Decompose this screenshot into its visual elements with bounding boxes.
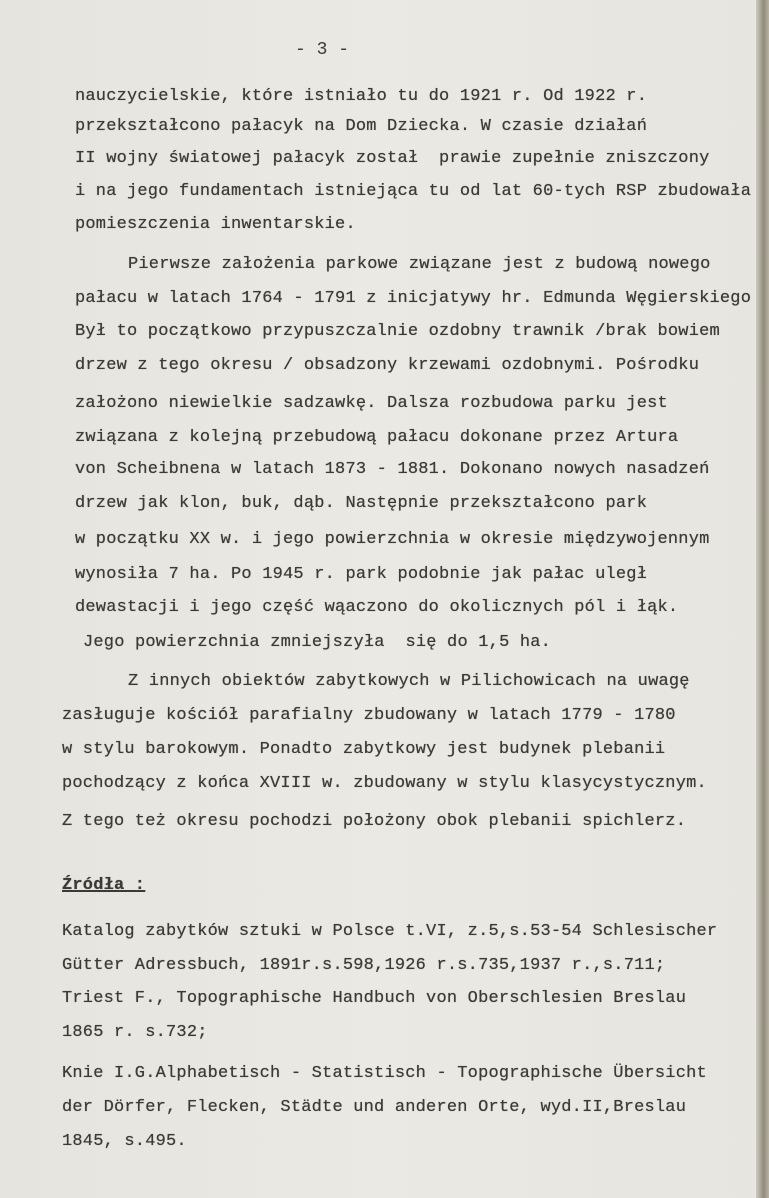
sources-heading: Źródła :	[62, 876, 146, 895]
paragraph-1-line: nauczycielskie, które istniało tu do 1921 r. Od 1922 r.	[75, 87, 648, 106]
page-number: - 3 -	[295, 40, 350, 60]
paragraph-2-line: Był to początkowo przypuszczalnie ozdobny trawnik /brak bowiem	[75, 322, 720, 341]
source-line: 1845, s.495.	[62, 1132, 187, 1151]
page-binding-edge	[756, 0, 769, 1198]
paragraph-2-line: w początku XX w. i jego powierzchnia w okresie międzywojennym	[75, 530, 710, 549]
source-line: Triest F., Topographische Handbuch von Oberschlesien Breslau	[62, 989, 687, 1008]
paragraph-2-line: wynosiła 7 ha. Po 1945 r. park podobnie jak pałac uległ	[75, 565, 648, 584]
paragraph-2-line: von Scheibnena w latach 1873 - 1881. Dokonano nowych nasadzeń	[75, 460, 710, 479]
paragraph-2-line: założono niewielkie sadzawkę. Dalsza rozbudowa parku jest	[75, 394, 668, 413]
source-line: der Dörfer, Flecken, Städte und anderen Orte, wyd.II,Breslau	[62, 1098, 687, 1117]
paragraph-3-line: w stylu barokowym. Ponadto zabytkowy jest budynek plebanii	[62, 740, 666, 759]
paragraph-1-line: i na jego fundamentach istniejąca tu od lat 60-tych RSP zbudowała	[75, 182, 752, 201]
paragraph-2-line: drzew z tego okresu / obsadzony krzewami ozdobnymi. Pośrodku	[75, 356, 700, 375]
paragraph-2-line: pałacu w latach 1764 - 1791 z inicjatywy hr. Edmunda Węgierskiego	[75, 289, 752, 308]
paragraph-3-line: zasługuje kościół parafialny zbudowany w latach 1779 - 1780	[62, 706, 676, 725]
paragraph-1-line: przekształcono pałacyk na Dom Dziecka. W czasie działań	[75, 117, 648, 136]
paragraph-2-line: Pierwsze założenia parkowe związane jest z budową nowego	[128, 255, 711, 274]
paragraph-1-line: pomieszczenia inwentarskie.	[75, 215, 356, 234]
paragraph-2-line: dewastacji i jego część wąaczono do okolicznych pól i łąk.	[75, 598, 679, 617]
paragraph-2-line: Jego powierzchnia zmniejszyła się do 1,5 ha.	[83, 633, 552, 652]
source-line: Knie I.G.Alphabetisch - Statistisch - Topographische Übersicht	[62, 1064, 707, 1083]
paragraph-1-line: II wojny światowej pałacyk został prawie zupełnie zniszczony	[75, 149, 710, 168]
source-line: Katalog zabytków sztuki w Polsce t.VI, z.5,s.53-54 Schlesischer	[62, 922, 718, 941]
paragraph-2-line: drzew jak klon, buk, dąb. Następnie przekształcono park	[75, 494, 648, 513]
paragraph-2-line: związana z kolejną przebudową pałacu dokonane przez Artura	[75, 428, 679, 447]
paragraph-3-line: Z innych obiektów zabytkowych w Pilichowicach na uwagę	[128, 672, 690, 691]
paragraph-3-line: pochodzący z końca XVIII w. zbudowany w stylu klasycystycznym.	[62, 774, 707, 793]
source-line: 1865 r. s.732;	[62, 1023, 208, 1042]
paragraph-3-line: Z tego też okresu pochodzi położony obok plebanii spichlerz.	[62, 812, 687, 831]
source-line: Gütter Adressbuch, 1891r.s.598,1926 r.s.735,1937 r.,s.711;	[62, 956, 666, 975]
